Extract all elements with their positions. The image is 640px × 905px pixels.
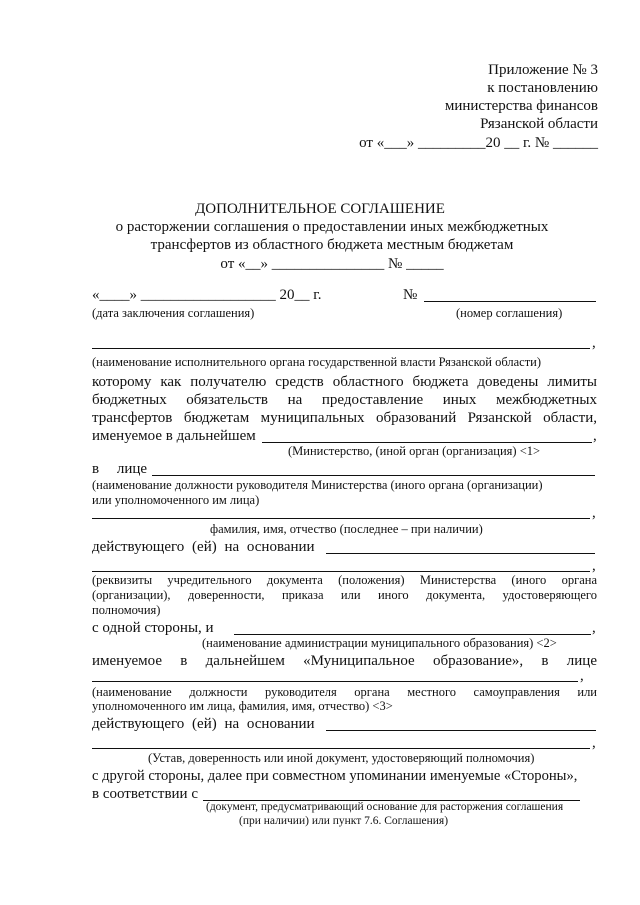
paragraph1-line4: именуемое в дальнейшем bbox=[92, 428, 256, 444]
admin-caption: (наименование администрации муниципального образования) <2> bbox=[202, 636, 557, 650]
document-caption-line1: (документ, предусматривающий основание для расторжения соглашения bbox=[206, 801, 564, 813]
paragraph1-line3: трансфертов бюджетам муниципальных образований Рязанской области, bbox=[92, 410, 597, 426]
requisites-comma: , bbox=[592, 558, 596, 574]
acting-basis-label-2: действующего (ей) на основании bbox=[92, 716, 315, 732]
charter-comma: , bbox=[592, 735, 596, 751]
document-subtitle-2: трансфертов из областного бюджета местным бюджетам bbox=[150, 237, 514, 253]
conclusion-date-caption: (дата заключения соглашения) bbox=[92, 306, 255, 320]
appendix-line3: министерства финансов bbox=[444, 98, 598, 114]
charter-underline bbox=[92, 748, 590, 749]
local-head-comma: , bbox=[580, 668, 584, 684]
requisites-underline bbox=[92, 571, 590, 572]
paragraph2-line1: именуемое в дальнейшем «Муниципальное образование», в лице bbox=[92, 653, 597, 669]
local-caption-line1: (наименование должности руководителя органа местного самоуправления или bbox=[92, 685, 597, 699]
agreement-number-underline bbox=[424, 301, 596, 302]
one-side-label: с одной стороны, и bbox=[92, 620, 214, 636]
agreement-number-label: № bbox=[403, 287, 418, 303]
requisites-caption-line2: (организации), доверенности, приказа или иного документа, удостоверяющего bbox=[92, 588, 597, 602]
appendix-line2: к постановлению bbox=[487, 80, 598, 96]
conclusion-date-line: «____» __________________ 20__ г. bbox=[92, 287, 322, 303]
acting-basis-underline-1 bbox=[326, 553, 595, 554]
appendix-date-line: от «___» _________20 __ г. № ______ bbox=[359, 135, 598, 151]
paragraph1-line1: которому как получателю средств областного бюджета доведены лимиты bbox=[92, 374, 597, 390]
local-caption-line2: уполномоченного им лица, фамилия, имя, отчество) <3> bbox=[92, 699, 393, 713]
admin-underline bbox=[234, 634, 591, 635]
local-head-underline bbox=[92, 681, 578, 682]
acting-basis-underline-2 bbox=[326, 730, 596, 731]
requisites-caption-line1: (реквизиты учредительного документа (положения) Министерства (иного органа bbox=[92, 573, 597, 587]
document-caption-line2: (при наличии) или пункт 7.6. Соглашения) bbox=[239, 815, 449, 827]
document-title: ДОПОЛНИТЕЛЬНОЕ СОГЛАШЕНИЕ bbox=[195, 201, 445, 217]
other-side-line: с другой стороны, далее при совместном упоминании именуемые «Стороны», bbox=[92, 768, 578, 784]
head-caption-line2: или уполномоченного им лица) bbox=[92, 493, 260, 507]
acting-basis-label-1: действующего (ей) на основании bbox=[92, 539, 315, 555]
agreement-number-caption: (номер соглашения) bbox=[456, 306, 563, 320]
fio-comma: , bbox=[592, 505, 596, 521]
paragraph1-line2: бюджетных обязательств на предоставление иных межбюджетных bbox=[92, 392, 597, 408]
fio-underline bbox=[92, 518, 590, 519]
ministry-comma: , bbox=[593, 428, 597, 444]
exec-organ-underline bbox=[92, 348, 590, 349]
accordance-label: в соответствии с bbox=[92, 786, 198, 802]
ministry-underline bbox=[262, 442, 592, 443]
charter-caption: (Устав, доверенность или иной документ, удостоверяющий полномочия) bbox=[148, 751, 535, 765]
appendix-title: Приложение № 3 bbox=[488, 62, 598, 78]
fio-caption: фамилия, имя, отчество (последнее – при наличии) bbox=[210, 522, 483, 536]
head-position-underline bbox=[152, 475, 595, 476]
v-litse-label: в лице bbox=[92, 461, 148, 477]
appendix-line4: Рязанской области bbox=[480, 116, 598, 132]
requisites-caption-line3: полномочия) bbox=[92, 603, 161, 617]
exec-organ-comma: , bbox=[592, 335, 596, 351]
ministry-caption: (Министерство, (иной орган (организация) <1> bbox=[288, 444, 541, 458]
admin-comma: , bbox=[592, 620, 596, 636]
document-subtitle-3: от «__» _______________ № _____ bbox=[220, 256, 444, 272]
document-subtitle-1: о расторжении соглашения о предоставлении иных межбюджетных bbox=[115, 219, 549, 235]
exec-organ-caption: (наименование исполнительного органа государственной власти Рязанской области) bbox=[92, 355, 542, 369]
head-caption-line1: (наименование должности руководителя Министерства (иного органа (организации) bbox=[92, 478, 543, 492]
